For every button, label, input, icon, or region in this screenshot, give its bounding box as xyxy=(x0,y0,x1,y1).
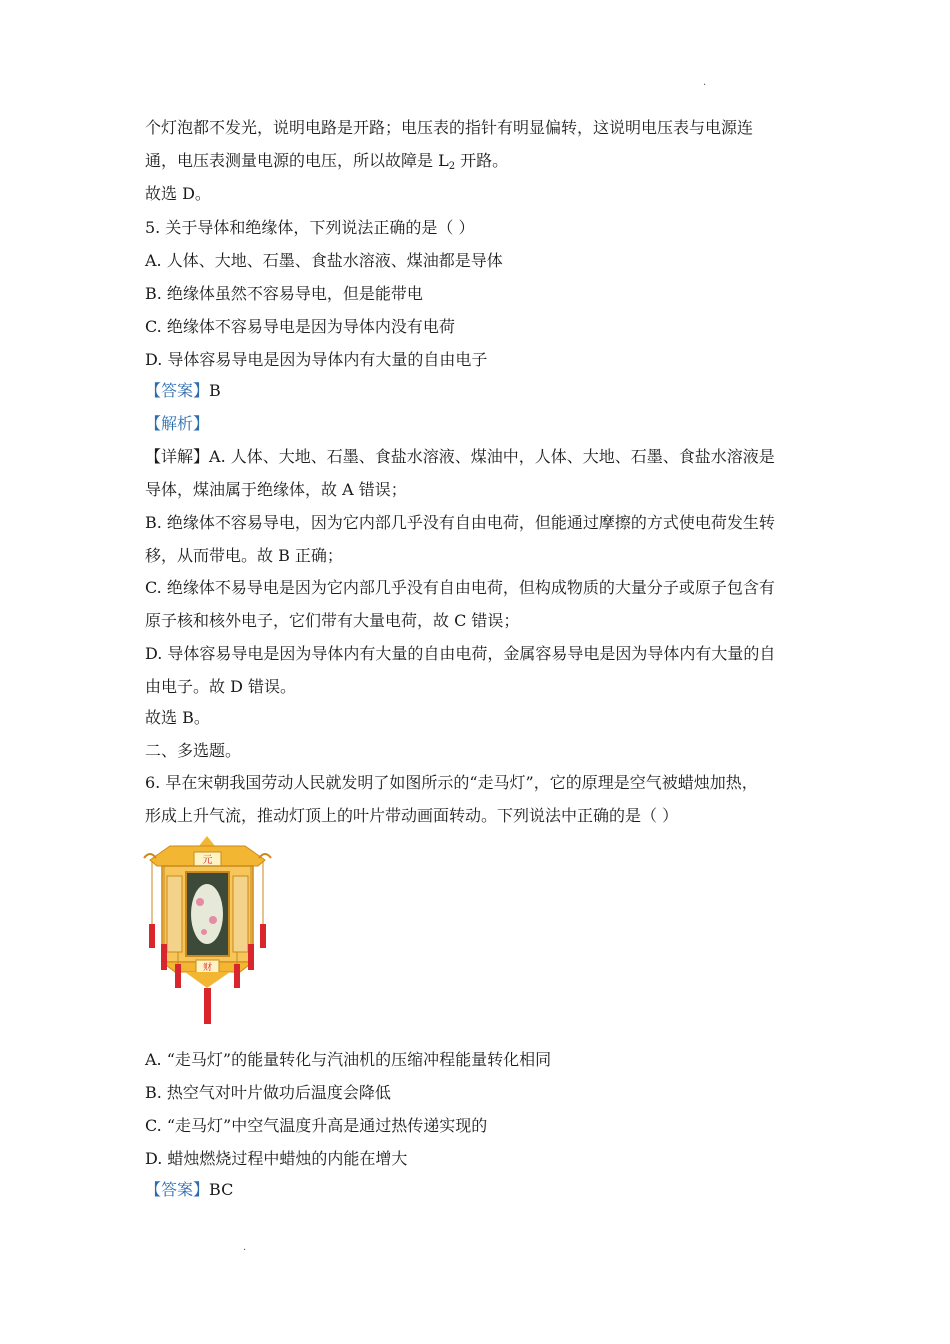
lantern-bottom-cone xyxy=(185,972,230,988)
lantern-illustration xyxy=(140,832,275,1027)
detail-line: C. 绝缘体不易导电是因为它内部几乎没有自由电荷，但构成物质的大量分子或原子包含有 xyxy=(145,578,775,597)
final-answer: 故选 B。 xyxy=(145,708,210,727)
flower xyxy=(196,898,204,906)
section-heading: 二、多选题。 xyxy=(145,741,242,760)
answer-tag: 【答案】 xyxy=(145,381,210,400)
page-mark: · xyxy=(243,1245,247,1256)
tassel xyxy=(248,944,254,970)
text-line: 故选 D。 xyxy=(145,184,211,203)
tassel xyxy=(260,924,266,948)
answer-row xyxy=(145,1180,233,1200)
detail-line: 原子核和核外电子，它们带有大量电荷，故 C 错误； xyxy=(145,611,520,630)
question-6-option-b: B. 热空气对叶片做功后温度会降低 xyxy=(145,1083,391,1102)
detail-line: 导体，煤油属于绝缘体，故 A 错误； xyxy=(145,480,407,499)
question-6-option-a: A. “走马灯”的能量转化与汽油机的压缩冲程能量转化相同 xyxy=(145,1050,552,1069)
answer-value: B xyxy=(209,381,221,400)
tassel xyxy=(161,944,167,970)
text-line: 通，电压表测量电源的电压，所以故障是 $L_2$ 开路。 xyxy=(145,151,509,172)
answer-tag: 【答案】 xyxy=(145,1180,210,1199)
question-5-option-d: D. 导体容易导电是因为导体内有大量的自由电子 xyxy=(145,350,488,369)
analysis-tag: 【解析】 xyxy=(145,414,210,433)
detail-line: 移，从而带电。故 B 正确； xyxy=(145,546,343,565)
detail-line: B. 绝缘体不容易导电，因为它内部几乎没有自由电荷，但能通过摩擦的方式使电荷发生转 xyxy=(145,513,775,532)
tassel xyxy=(149,924,155,948)
tassel xyxy=(234,964,240,988)
lantern-side-panel xyxy=(167,876,182,952)
flower xyxy=(209,916,217,924)
question-5-option-a: A. 人体、大地、石墨、食盐水溶液、煤油都是导体 xyxy=(145,251,503,270)
tassel xyxy=(204,988,211,1024)
question-6-stem: 形成上升气流，推动灯顶上的叶片带动画面转动。下列说法中正确的是（ ） xyxy=(145,806,679,825)
lantern-side-panel xyxy=(233,876,248,952)
answer-row xyxy=(145,381,221,401)
lantern-bottom-char: 财 xyxy=(202,962,213,972)
detail-tag: 【详解】 xyxy=(145,447,210,466)
question-6-option-d: D. 蜡烛燃烧过程中蜡烛的内能在增大 xyxy=(145,1149,408,1168)
question-6-stem: 6. 早在宋朝我国劳动人民就发明了如图所示的“走马灯”，它的原理是空气被蜡烛加热， xyxy=(145,773,758,792)
flower xyxy=(201,929,207,935)
question-5-option-b: B. 绝缘体虽然不容易导电，但是能带电 xyxy=(145,284,423,303)
question-6-option-c: C. “走马灯”中空气温度升高是通过热传递实现的 xyxy=(145,1116,488,1135)
detail-line: 【详解】A. 人体、大地、石墨、食盐水溶液、煤油中，人体、大地、石墨、食盐水溶液是 xyxy=(145,447,775,466)
detail-line: D. 导体容易导电是因为导体内有大量的自由电荷，金属容易导电是因为导体内有大量的自 xyxy=(145,644,776,663)
lantern-finial xyxy=(199,836,215,846)
answer-value: BC xyxy=(209,1180,234,1199)
question-5-stem: 5. 关于导体和绝缘体，下列说法正确的是（ ） xyxy=(145,218,475,237)
lantern-painting xyxy=(191,884,223,944)
tassel xyxy=(175,964,181,988)
lantern-top-char: 元 xyxy=(202,855,213,866)
detail-line: 由电子。故 D 错误。 xyxy=(145,677,297,696)
question-5-option-c: C. 绝缘体不容易导电是因为导体内没有电荷 xyxy=(145,317,455,336)
text-line: 个灯泡都不发光，说明电路是开路；电压表的指针有明显偏转，这说明电压表与电源连 xyxy=(145,118,754,137)
page-mark: · xyxy=(703,80,707,91)
